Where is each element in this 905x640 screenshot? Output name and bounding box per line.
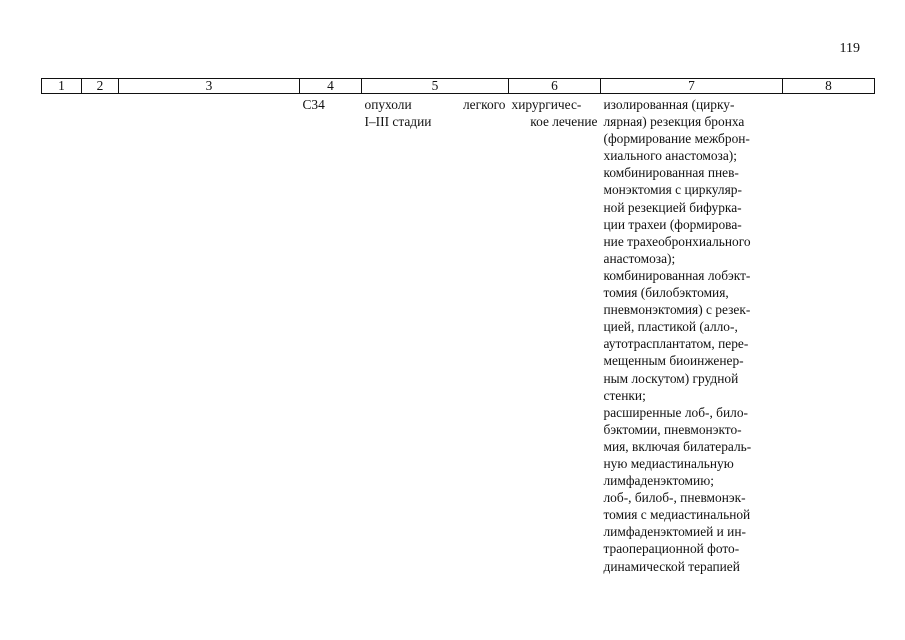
header-col-1: 1 [42,79,82,94]
treatment-method-line: томия (билобэктомия, [603,285,729,301]
diagnosis-line-1 [365,96,506,113]
procedures-table [41,78,875,575]
table-header [42,79,875,94]
treatment-method-line: мия, включая билатераль- [603,438,752,454]
treatment-method-line: анастомоза); [603,250,676,266]
treatment-method-line: мещенным биоинженер- [603,353,744,369]
header-col-8: 8 [783,79,875,94]
icd-code: C34 [302,97,325,112]
treatment-method-line: лимфаденэктомию; [603,473,714,489]
table-row [42,94,875,575]
page-number: 119 [839,41,860,56]
treatment-method-line: пневмонэктомия) с резек- [603,302,751,318]
treatment-method-line: (формирование межброн- [603,131,750,147]
header-col-2: 2 [82,79,119,94]
header-col-5: 5 [362,79,509,94]
treatment-method-line: ным лоскутом) грудной [603,370,739,386]
treatment-method-line: лярная) резекция бронха [603,114,745,130]
header-col-4: 4 [300,79,362,94]
diagnosis-line-2: I–III стадии [364,114,432,130]
diagnosis-word-2: легкого [463,97,506,112]
cell-diagnosis [362,94,509,575]
treatment-type-line-2: кое лечение [530,114,598,130]
treatment-method-line: монэктомия с циркуляр- [603,182,742,198]
cell-col-3 [119,94,300,575]
cell-col-8 [783,94,875,575]
treatment-method-line: ние трахеобронхиального [603,233,751,249]
header-col-6: 6 [509,79,601,94]
treatment-method-line: томия с медиастинальной [603,507,751,523]
treatment-method-line: цией, пластикой (алло-, [603,319,738,335]
header-col-7: 7 [601,79,783,94]
cell-icd-code [300,94,362,575]
treatment-method-line: лоб-, билоб-, пневмонэк- [603,490,746,506]
treatment-type-line-1: хирургичес- [511,97,582,112]
cell-treatment-methods [601,94,783,575]
treatment-method-line: комбинированная лобэкт- [603,267,751,283]
treatment-method-line: траоперационной фото- [603,541,740,557]
diagnosis-word-1: опухоли [364,97,412,112]
treatment-method-line: комбинированная пнев- [603,165,739,181]
treatment-method-line: расширенные лоб-, било- [603,404,748,420]
treatment-method-line: ной резекцией бифурка- [603,199,742,215]
cell-col-2 [82,94,119,575]
treatment-method-line: лимфаденэктомией и ин- [603,524,746,540]
treatment-method-line: аутотрасплантатом, пере- [603,336,749,352]
treatment-method-line: ную медиастинальную [603,455,734,471]
treatment-method-line: бэктомии, пневмонэкто- [603,421,742,437]
treatment-method-line: ции трахеи (формирова- [603,216,742,232]
header-row [42,79,875,94]
cell-treatment-type [509,94,601,575]
header-col-3: 3 [119,79,300,94]
treatment-method-line: хиального анастомоза); [603,148,737,164]
cell-col-1 [42,94,82,575]
treatment-method-line: изолированная (цирку- [603,97,735,112]
treatment-method-line: стенки; [603,387,646,403]
treatment-method-line: динамической терапией [603,558,740,574]
